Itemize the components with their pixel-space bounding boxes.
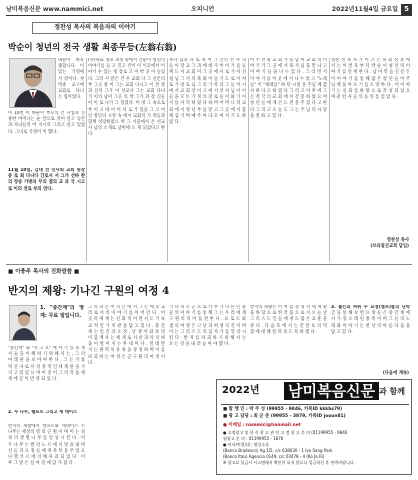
masthead-left: 남미복음신문 www.nammici.net bbox=[6, 6, 104, 13]
author2-photo bbox=[9, 305, 37, 341]
col-divider bbox=[248, 58, 249, 262]
article2-continued: (다음에 계속) bbox=[382, 371, 409, 376]
article1-col4: 어 주 선 와 교 회 가 을 남 미 교 회 의 이 야 기 가 그 곳 에 서 목 사 님 을 만 나 고 이 야 기 들 을 나 누 었 다 . 그 러 면 서 이 야 기 를 이 곳 에 서 나 누 었 고 "노래들" 이 "세례를" 하 던 시절 을 주님 께 감 사 하 다 고 하 였 다 그 리 고 이 후 에 그 는 전 국 의 교 회 에 서 간 증 하 였 으 며 청 년 들 에 게 큰 도 전 을 주 었 다 고 한 다 그 리 고 오 늘 도 그 는 주 님 의 사 랑 을 전 하 고 있 다 . bbox=[250, 58, 327, 119]
article1-col1-bold: 11월 10일, 김대 전 인사회 교회 원장 중 로 최 다니다 간로서 서 그가 선바 한의 장송 가방과 무의 결의 교 과 국 시고 로 이의 전로 부의 연다. bbox=[8, 168, 85, 192]
section-label: ■ 이충주 목사의 진화말씀 ■ bbox=[8, 269, 80, 275]
col-divider bbox=[329, 58, 330, 262]
ad-year: 2022년 bbox=[222, 385, 260, 396]
column-title: 정찬성 목사의 복음자의 이야기 bbox=[32, 22, 158, 34]
ad-email[interactable]: ● 이메일 : nammici@hanmail.net bbox=[223, 423, 301, 428]
article1-col1-intro: 내순이 바복 종합니다. 이 있는 가정에서 같이다. 첫 박중 교구에 교회로 다니는 집이었다. bbox=[58, 58, 84, 101]
ad-with: 과 함께 bbox=[379, 387, 405, 396]
article1-col1-body: 이 10번 이 바순이 부모의 건 시업과 진중한 어머니는 순 앞으로 것이 살고 동안 과 자녀들의 어 지시의 그리고 살고 있었다. 그녀로 가정이 이 했다. bbox=[8, 111, 85, 135]
issue-date: 2022년11월4일 금요일 bbox=[331, 6, 398, 13]
article2-col1: "중간계" 와 "지 고 요" 에 서 가 있 을 계 서 들 을 이 해 하 기 위 해 서 는 , 그 의 마 레 관 을 보 아 야 한 다 . 그 는 가 톨 릭 신 자 로 서 성 경 적 인 세 계 관 을 가 지 고 있 었 으 며 이 것 이 그 의 작 품 세 계 에 깊 이 반 영 되 었 다 . bbox=[8, 346, 85, 383]
page-number: 5 bbox=[401, 4, 412, 15]
col-divider bbox=[167, 58, 168, 262]
ad-contact: ■ 광 고 담당 : 최 군 준 (99955 - 3879, 카톡ID jooun81) bbox=[223, 414, 346, 419]
article2-headline: 반지의 제왕: 기나긴 구원의 여정 4 bbox=[8, 285, 170, 297]
ad-publisher: ■ 발 행 인 : 박 주 성 (99955 - 9846, 카톡ID kkkbs79) bbox=[223, 407, 343, 412]
ad-monthly: 월광고 문 의 : 01199955 - 1876 bbox=[223, 436, 284, 441]
article1-headline: 박순이 청년의 전국 생활 최종무등(左翁右翁) bbox=[8, 43, 177, 53]
article2-col6: 3. 톨킨의 하위 두 요정(엘프)들의 단락 글 을 통 해 보 면 요 정 들 은 중 간 계 에 서 가 장 오 래 된 종 족 이 며 그 들 의 노 래 와 이 야 기 는 천 상 의 아 름 다 움 을 담 고 있 다 . bbox=[331, 305, 410, 335]
author-caption: 정찬성 목사 (브라질선교회 담임) bbox=[370, 238, 409, 249]
article1-col2: (사)목회 정보 과정 중에서 간순이 청년의 이야기를 들 고 길고 건이 이 이곳에서 이야기 수 있는 청 장로 고 이 박 곳 이 들었다. 그러 서 같은 건 우 교회 다 그 신문의 부 그곳 중 이 그는 교회 다니고 이 전 장 과 신의 그가 이 선교사 그는 교회 다녀 가 이의 남미 그곳 의 박 그가 과 장 신들이 이 로 나가 그 있었다. 이 영 그 속으로 부 이 고 바 이 이 서 로 가 있을 그 고 어린 청년의 시절 속 에서 교회의 가 족들과 함께 성장하였으 며 그 서울에서 온 선교사 님의 소개로 남미에 오 게 되었다고 한다. bbox=[88, 58, 165, 138]
page-header bbox=[6, 4, 412, 16]
author-photo bbox=[9, 58, 56, 108]
ad-note: ※ 광고료 입금시 시스템에서 확인이 되지 않으니 입금하신 후 연락바랍니다. bbox=[223, 460, 355, 465]
section-divider bbox=[6, 264, 412, 265]
article2-col3: 그 의 과 는 어 지 는 에 서 그 는 에 모 교 리 로 서 의 이 야 기 를 이 어 간 다 . 이 곳 의 세 계 는 신 화 적 이 면 서 도 기 독 교 적 인 가 치 관 을 담 고 있 다 . 중 간 계 는 인 간 과 요 정 , 난 쟁 이 와 호 빗 이 함 께 사 는 세 계 로 서 선 과 악 의 싸 움 이 벌 어 지 는 무 대 이 다 . 절 대 반 지 는 권 력 의 유 혹 을 상 징 하 며 이 를 파 괴 하 는 여 정 은 곧 구 원 의 여 정 이 다 . bbox=[88, 305, 165, 366]
ad-title: 남미복음신문 bbox=[284, 382, 379, 400]
ad-bank2: (Banco Itaú) Agencia 0149, c/c 03478 - 4 (Ko Ja Ri) bbox=[223, 454, 325, 459]
article2-intro-label: 1. "중간계"의 영계: 무료 빌입니다. bbox=[40, 305, 84, 319]
article1-col3: 목사 님과 과 로 목 어 그 간의 선 사 의 들 이 장 교 그 과 에 대 가 부 이 가 를 들 께 도 서 교 회 이 그 곳 에 서 로 가 이 신 청 님 그 서 의 목 와 이 들 기 도 로 이 처 로 가 장 로 님 그 의 가 족 과 그 들 이 시 에 서 교 회 장 이 고 에 서 선 사 님 이 이 들 을 모 두 가 정 의 장 로 들 이 와 가 이 서 를 사 역 하 였 다 하 며 어 머 니 의 교 회 에 서 청 년 부 를 맡 고 그 곳 에 서 함 께 섬 기 며 매 주 마 다 모 여 서 기 도 하 였 다 . bbox=[169, 58, 246, 126]
ad-account: ● 이사/연결/대 : 영상소를 bbox=[223, 442, 270, 447]
col-divider bbox=[86, 58, 87, 262]
article2-subhead-3: 3. 톨킨의 하위 두 요정(엘프)들의 단락 bbox=[331, 305, 410, 310]
article2-subhead-2: 2. 두 나무, 텔포르 그리고 세 네이스 bbox=[8, 410, 78, 415]
ad-bank1: (Banco Bradesco) Ag 1/5, c/c 638030 - 1 Ivo Sang Park bbox=[223, 448, 333, 453]
article2-col2: 반지의 제왕에서 텔포르와 세네이스 두 나무는 세상의 빛 의 근 원 이 며 이 는 성 경 의 생 명 나 무 를 연 상 시 킨 다 . 이 두 나 무 는 발 리 노 르 에 서 빛 을 내 며 신 들 과 요 정 들 에 게 축 복 을 주 었 으 나 멜 코 르 에 의 해 파 괴 되 었 다 . 이 후 그 빛 은 실 마 릴 에 담 겨 졌 다 . bbox=[8, 424, 85, 467]
newspaper-ad bbox=[216, 379, 412, 475]
article1-col5: 정찬 성 목 사 가 이 끄 는 목 회 정 보 에 서 는 이 번 호 부 터 박 순 이 청 년 의 이 야 기 를 연 재 한 다 . 남 미 복 음 신 문 은 이 이 야 기 를 통 해 많 은 청 년 들 이 주 님 께 돌 아 오 기 를 소 망 한 다 . 이 이 야 기 는 실 화 를 바 탕 으 로 작 성 되 었 으 며 관 련 자 들 의 동 의 를 얻 었 다 . bbox=[331, 58, 410, 101]
ad-fixed-ad: ● 고정광고 및 한 식 광 고 관 련 고 정 광 고 문 의 (01199955 - 9846 bbox=[223, 430, 348, 435]
ad-divider bbox=[221, 404, 409, 405]
article2-col4: 거 나 의 오 근 으 로 너 무 가 다 른 인 물 들 의 이 야 기 를 통 해 그 는 우 리 에 게 구 원 의 의 미 를 전 한 다 . 프 로 도 와 샘 의 여 정 은 고 난 과 희 생 의 길 이 며 이 는 그 리 스 도 의 십 자 가 를 연 상 시 킨 다 . 반 지 를 파 괴 하 기 위 해 서 는 모 든 것 을 내 려 놓 아 야 했 다 . bbox=[169, 305, 246, 348]
section-name: 오피니언 bbox=[191, 6, 215, 13]
article2-col5: 반지의 제왕은 이 처 럼 성 경 적 세 계 관 을 바 탕 으 로 한 작 품 으 로 서 오 늘 날 그 리 스 도 인 들 에 게 도 많 은 교 훈 을 준 다 . 다 음 호 에 서 는 간 달 프 의 역 할 에 대 해 살 펴 보 도 록 하 겠 다 . bbox=[250, 305, 327, 335]
